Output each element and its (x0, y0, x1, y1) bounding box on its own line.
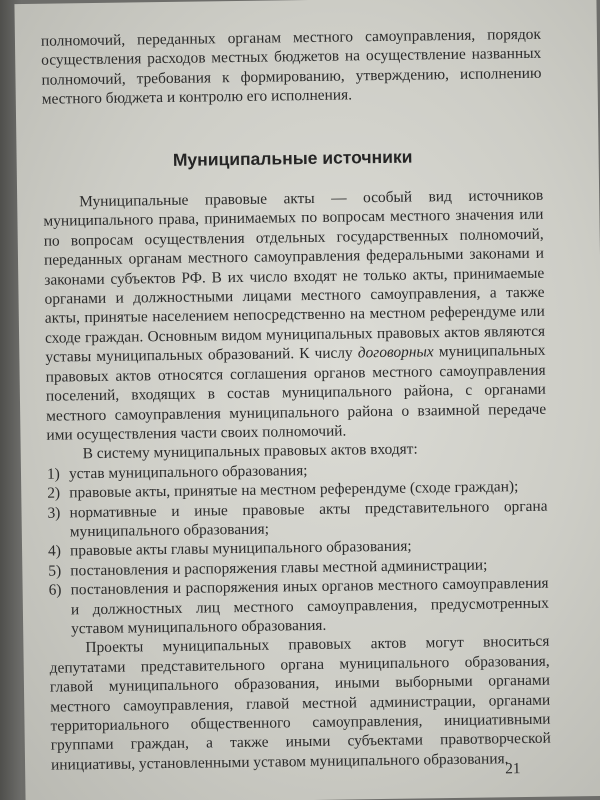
list-item-number: 1) (46, 465, 60, 483)
paragraph-1 (43, 186, 546, 445)
paragraph-1-part-1: Муниципальные правовые акты — особый вид источников муниципального права, принимаемых по вопросам местного значения или по вопросам осуществления отдельных государственных полномочий, переданных органам местного самоуправления федеральными законами и законами субъектов РФ. В их число входят не только акты, принимаемые органами и должностными лицами местного самоуправления, а также акты, принятые населением непосредственно на местном референдуме или сходе граждан. Основным видом муниципальных правовых актов являются уставы муниципальных образований. К числу (43, 186, 546, 366)
book-page (14, 0, 600, 800)
last-paragraph: Проекты муниципальных правовых актов могут вноситься депутатами представительного органа муниципального образования, главой муниципального образования, иными выборными органами местного самоуправления, главой местной администрации, органами территориального общественного самоуправления, инициативными группами граждан, а также иными субъектами правотворческой инициативы, установленными уставом муниципального образования. (49, 633, 551, 774)
list-item-number: 5) (48, 562, 62, 580)
list-item-number: 2) (47, 484, 61, 502)
page-number: 21 (505, 760, 521, 778)
list-item-text: постановления и распоряжения иных органов местного самоуправления и должностных лиц местного самоуправления, предусмотренных уставом муниципального образования. (70, 574, 549, 638)
paragraph-1-part-2: муниципальных правовых актов относятся соглашения органов местного самоуправления поселений, входящих в состав муниципального района, с органами местного самоуправления муниципального района о взаимной передаче ими осуществления части своих полномочий. (45, 342, 547, 444)
list-intro: В систему муниципальных правовых актов входят: (82, 440, 418, 463)
list-item-number: 4) (47, 542, 62, 561)
section-heading: Муниципальные источники (172, 146, 413, 170)
list-item-text: постановления и распоряжения главы местной администрации; (70, 556, 488, 580)
list-item-number: 6) (48, 581, 62, 599)
list-item (48, 574, 549, 639)
list-item-number: 3) (47, 504, 61, 522)
emphasized-word: договорных (357, 343, 434, 362)
page-text (41, 25, 551, 775)
list-item-text: устав муниципального образования; (68, 461, 308, 483)
list-item-text: правовые акты, принятые на местном референдуме (сходе граждан); (69, 478, 519, 502)
list-item-text: нормативные и иные правовые акты представительного органа муниципального образования; (69, 497, 548, 541)
list-item-text: правовые акты главы муниципального образования; (69, 537, 412, 560)
acts-list (47, 457, 549, 639)
top-paragraph: полномочий, переданных органам местного самоуправления, порядок осуществления расходов местных бюджетов на осуществление названных полномочий, требования к формированию, утверждению, исполнению местного бюджета и контролю его исполнения. (40, 25, 542, 108)
